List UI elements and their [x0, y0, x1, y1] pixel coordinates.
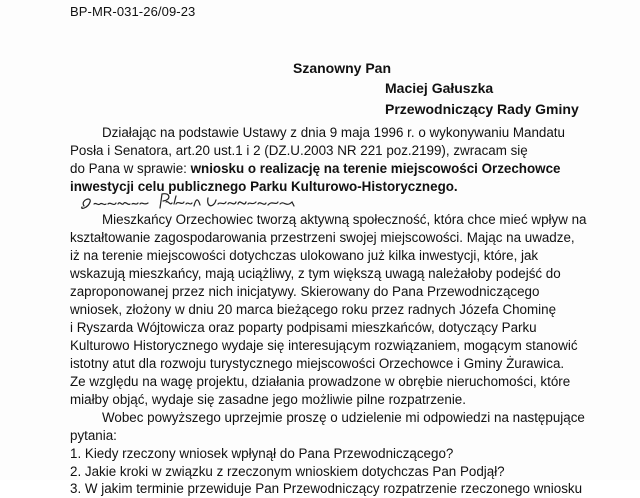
- paragraph1-line3-bold: wniosku o realizację na terenie miejscowości Orzechowce: [190, 161, 561, 176]
- paragraph2-line8: Kulturowo Historycznego wydaje się interesującym rozwiązaniem, mogącym stanowić: [70, 338, 578, 353]
- paragraph2-line11: miałby objąć, wydaje się zasadne jego możliwie pilne rozpatrzenie.: [70, 392, 466, 407]
- reference-number: BP-MR-031-26/09-23: [70, 4, 196, 19]
- paragraph2-line5: zaproponowanej przez nich inicjatywy. Skierowany do Pana Przewodniczącego: [70, 284, 540, 299]
- paragraph2-line6: wniosek, złożony w dniu 20 marca bieżącego roku przez radnych Józefa Chominę: [70, 302, 557, 317]
- paragraph2-line10: Ze względu na wagę projektu, działania prowadzone w obrębie nieruchomości, które: [70, 374, 571, 389]
- paragraph2-line9: istotny atut dla rozwoju turystycznego miejscowości Orzechowce i Gminy Żurawica.: [70, 356, 565, 371]
- paragraph1-line1: Działając na podstawie Ustawy z dnia 9 maja 1996 r. o wykonywaniu Mandatu: [102, 125, 565, 140]
- paragraph2-line4: wskazują mieszkańcy, mają uciążliwy, z tym większą uwagą należałoby podejść do: [70, 266, 561, 281]
- question-3: 3. W jakim terminie przewiduje Pan Przewodniczący rozpatrzenie rzeczonego wniosku: [70, 481, 583, 496]
- paragraph1-line3: [70, 160, 560, 178]
- paragraph3-line2: pytania:: [70, 428, 117, 443]
- paragraph2-line2: kształtowanie zagospodarowania przestrzeni swojej miejscowości. Mając na uwadze,: [70, 230, 575, 245]
- question-1: 1. Kiedy rzeczony wniosek wpłynął do Pana Przewodniczącego?: [70, 446, 454, 461]
- paragraph1-line2-text: Posła i Senatora, art.20 ust.1 i 2 (DZ.U.2003 NR 221 poz.2199), zwracam się: [70, 143, 528, 158]
- paragraph1-line4: inwestycji celu publicznego Parku Kulturowo-Historycznego.: [70, 179, 458, 194]
- paragraph2-line3: iż na terenie miejscowości dotychczas ulokowano już kilka inwestycji, które, jak: [70, 248, 539, 263]
- paragraph2-line7: i Ryszarda Wójtowicza oraz poparty podpisami mieszkańców, dotyczący Parku: [70, 320, 537, 335]
- paragraph3-line1: Wobec powyższego uprzejmie proszę o udzielenie mi odpowiedzi na następujące: [102, 410, 585, 425]
- paragraph1-line2: [70, 142, 573, 160]
- addressee-title: Przewodniczący Rady Gminy: [385, 101, 579, 117]
- paragraph2-line1: Mieszkańcy Orzechowiec tworzą aktywną społeczność, która chce mieć wpływ na: [102, 212, 587, 227]
- question-2: 2. Jakie kroki w związku z rzeczonym wnioskiem dotychczas Pan Podjął?: [70, 464, 505, 479]
- paragraph1-line3-plain: do Pana w sprawie:: [70, 161, 191, 176]
- salutation: Szanowny Pan: [293, 60, 392, 76]
- addressee-name: Maciej Gałuszka: [385, 80, 494, 96]
